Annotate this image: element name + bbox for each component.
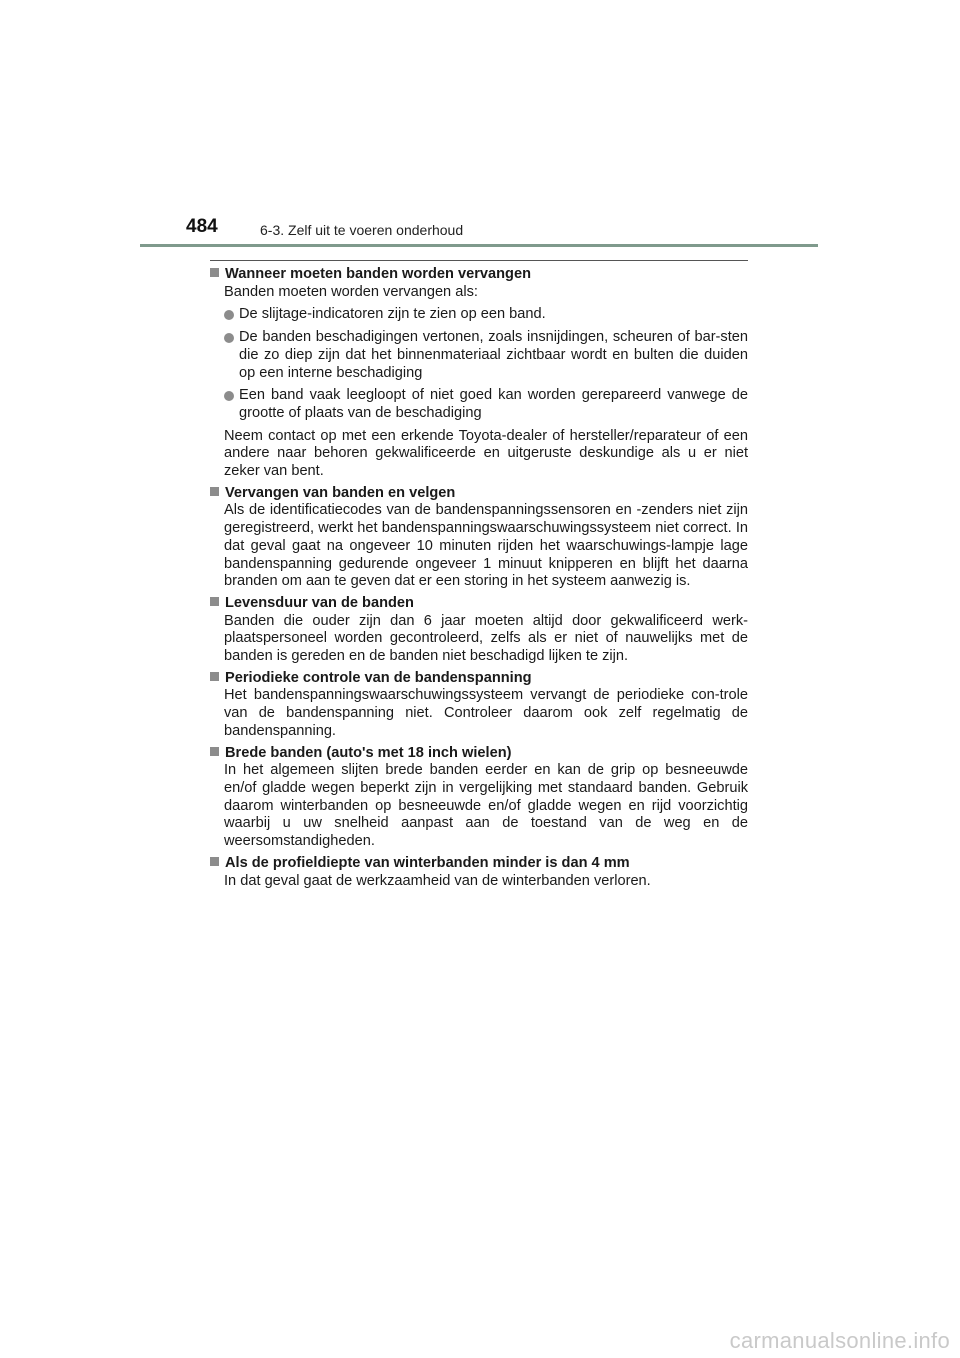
square-bullet-icon — [210, 597, 219, 606]
section-title: 6-3. Zelf uit te voeren onderhoud — [260, 222, 464, 238]
section-heading — [210, 745, 748, 763]
heading-text: Wanneer moeten banden worden vervangen — [225, 266, 531, 282]
list-item-text: De banden beschadigingen vertonen, zoals insnijdingen, scheuren of bar-sten die zo diep zijn dat het binnenmateriaal zichtbaar wordt en bulten die duiden op een interne beschadiging — [239, 329, 748, 381]
paragraph: Banden die ouder zijn dan 6 jaar moeten altijd door gekwalificeerd werk-plaatspersoneel worden gecontroleerd, zelfs als er niet of nauwelijks met de banden is gereden en de banden niet beschadigd lijken te zijn. — [224, 612, 748, 665]
section-heading — [210, 266, 748, 284]
heading-text: Brede banden (auto's met 18 inch wielen) — [225, 744, 512, 761]
list-item — [224, 387, 748, 422]
section-tire-replacement — [210, 266, 748, 481]
heading-text: Vervangen van banden en velgen — [225, 484, 456, 501]
square-bullet-icon — [210, 747, 219, 756]
paragraph: Als de identificatiecodes van de bandenspanningssensoren en -zenders niet zijn geregistreerd, werkt het bandenspanningswaarschuwingssysteem niet correct. In dat geval gaat na ongeveer 10 minuten rijden het waarschuwings-lampje lage bandenspanning gedurende ongeveer 1 minuut knipperen en blijft het daarna branden om aan te geven dat er een storing in het systeem aanwezig is. — [224, 502, 748, 590]
square-bullet-icon — [210, 268, 219, 277]
list-item — [224, 329, 748, 382]
square-bullet-icon — [210, 487, 219, 496]
square-bullet-icon — [210, 857, 219, 866]
heading-text: Levensduur van de banden — [225, 594, 414, 611]
list-item-text: Een band vaak leegloopt of niet goed kan worden gerepareerd vanwege de grootte of plaats van de beschadiging — [239, 387, 748, 421]
page-number: 484 — [186, 216, 218, 237]
section-tires-and-wheels — [210, 485, 748, 591]
manual-content — [210, 266, 748, 894]
section-heading — [210, 485, 748, 503]
list-item-text: De slijtage-indicatoren zijn te zien op een band. — [239, 306, 546, 323]
section-pressure-check — [210, 670, 748, 741]
section-winter-tread-depth — [210, 855, 748, 890]
paragraph: In het algemeen slijten brede banden eerder en kan de grip op besneeuwde en/of gladde wegen beperkt zijn in vergelijking met standaard banden. Gebruik daarom winterbanden op besneeuwde en/of gladde wegen en rijd voorzichtig waarbij u uw snelheid aanpast aan de toestand van de weg en de weersomstandigheden. — [224, 762, 748, 850]
heading-text: Periodieke controle van de bandenspanning — [225, 669, 532, 686]
page-header — [0, 0, 960, 250]
heading-text: Als de profieldiepte van winterbanden minder is dan 4 mm — [225, 854, 630, 871]
watermark-text: carmanualsonline.info — [729, 1328, 950, 1353]
content-divider — [210, 260, 748, 261]
section-heading — [210, 670, 748, 688]
paragraph: Het bandenspanningswaarschuwingssysteem vervangt de periodieke con-trole van de bandenspanning niet. Controleer daarom ook zelf regelmatig de bandenspanning. — [224, 687, 748, 739]
circle-bullet-icon — [224, 391, 234, 401]
section-heading — [210, 855, 748, 873]
paragraph: Banden moeten worden vervangen als: — [224, 283, 478, 300]
paragraph: Neem contact op met een erkende Toyota-dealer of hersteller/reparateur of een andere naar behoren gekwalificeerde en uitgeruste deskundige als u er niet zeker van bent. — [224, 427, 748, 480]
section-tire-lifespan — [210, 595, 748, 666]
section-wide-tires — [210, 745, 748, 851]
circle-bullet-icon — [224, 333, 234, 343]
square-bullet-icon — [210, 672, 219, 681]
circle-bullet-icon — [224, 310, 234, 320]
section-heading — [210, 595, 748, 613]
header-divider — [140, 244, 818, 247]
paragraph: In dat geval gaat de werkzaamheid van de winterbanden verloren. — [224, 872, 651, 889]
list-item — [224, 306, 748, 324]
